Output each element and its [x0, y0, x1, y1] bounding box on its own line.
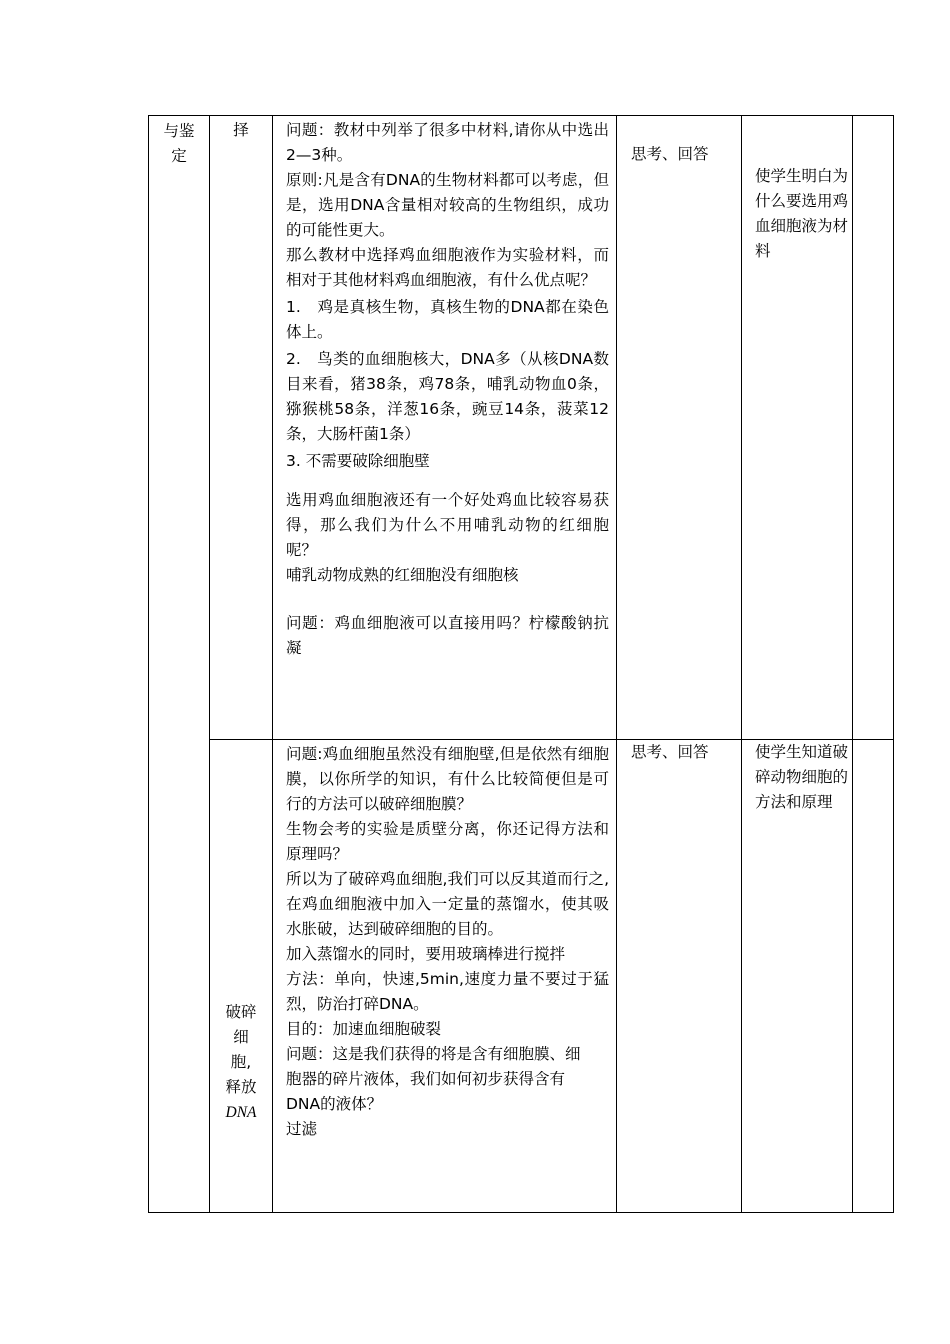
step-cell	[210, 116, 273, 740]
lesson-table	[148, 115, 894, 1213]
activity-label: 思考、回答	[631, 743, 709, 761]
paragraph: 3. 不需要破除细胞壁	[286, 452, 430, 470]
paragraph: 那么教材中选择鸡血细胞液作为实验材料，而相对于其他材料鸡血细胞液，有什么优点呢？	[286, 246, 609, 289]
activity-cell	[617, 740, 742, 1213]
table-row	[149, 116, 894, 740]
activity-cell	[617, 116, 742, 740]
paragraph: 生物会考的实验是质壁分离，你还记得方法和原理吗？	[286, 820, 609, 863]
paragraph: 问题:鸡血细胞虽然没有细胞壁,但是依然有细胞膜，以你所学的知识，有什么比较简便但是可行的方法可以破碎细胞膜？	[286, 745, 609, 813]
paragraph: 问题：教材中列举了很多中材料,请你从中选出2—3种。	[286, 121, 609, 164]
spacer	[286, 474, 609, 488]
step-label: 择	[233, 121, 249, 139]
content-cell	[273, 740, 617, 1213]
paragraph: 加入蒸馏水的同时，要用玻璃棒进行搅拌	[286, 945, 566, 963]
paragraph: 选用鸡血细胞液还有一个好处鸡血比较容易获得，那么我们为什么不用哺乳动物的红细胞呢？	[286, 491, 609, 559]
goal-cell	[742, 116, 853, 740]
step-cell	[210, 740, 273, 1213]
paragraph: 哺乳动物成熟的红细胞没有细胞核	[286, 566, 519, 584]
paragraph: 所以为了破碎鸡血细胞,我们可以反其道而行之,在鸡血细胞液中加入一定量的蒸馏水，使其吸水胀破，达到破碎细胞的目的。	[286, 870, 609, 938]
step-label: 破碎	[225, 1003, 257, 1021]
paragraph: 问题：这是我们获得的将是含有细胞膜、细胞器的碎片液体，我们如何初步获得含有DNA的液体？	[286, 1045, 581, 1113]
stage-cell	[149, 116, 210, 1213]
activity-label: 思考、回答	[631, 145, 709, 163]
paragraph: 2. 鸟类的血细胞核大，DNA多（从核DNA数目来看，猪38条，鸡78条，哺乳动物血0条，猕猴桃58条，洋葱16条，豌豆14条，菠菜12条，大肠杆菌1条）	[286, 350, 609, 443]
paragraph: 原则:凡是含有DNA的生物材料都可以考虑，但是，选用DNA含量相对较高的生物组织，成功的可能性更大。	[286, 171, 609, 239]
empty-cell	[853, 740, 894, 1213]
content-cell	[273, 116, 617, 740]
stage-label: 与鉴定	[163, 122, 195, 165]
paragraph: 问题：鸡血细胞液可以直接用吗？柠檬酸钠抗凝	[286, 614, 609, 657]
paragraph: 1. 鸡是真核生物，真核生物的DNA都在染色体上。	[286, 298, 609, 341]
paragraph: 方法：单向，快速,5min,速度力量不要过于猛烈，防治打碎DNA。	[286, 970, 609, 1013]
spacer	[286, 588, 609, 611]
step-label-group	[210, 827, 272, 1125]
step-label: 胞,	[230, 1053, 252, 1071]
goal-cell	[742, 740, 853, 1213]
empty-cell	[853, 116, 894, 740]
goal-text: 使学生知道破碎动物细胞的方法和原理	[755, 743, 849, 811]
paragraph: 过滤	[286, 1120, 318, 1138]
step-label-dna: DNA	[225, 1104, 257, 1121]
goal-text: 使学生明白为什么要选用鸡血细胞液为材料	[755, 167, 849, 260]
step-label: 释放	[225, 1078, 257, 1096]
step-label: 细	[233, 1028, 249, 1046]
paragraph: 目的：加速血细胞破裂	[286, 1020, 442, 1038]
table-row	[149, 740, 894, 1213]
